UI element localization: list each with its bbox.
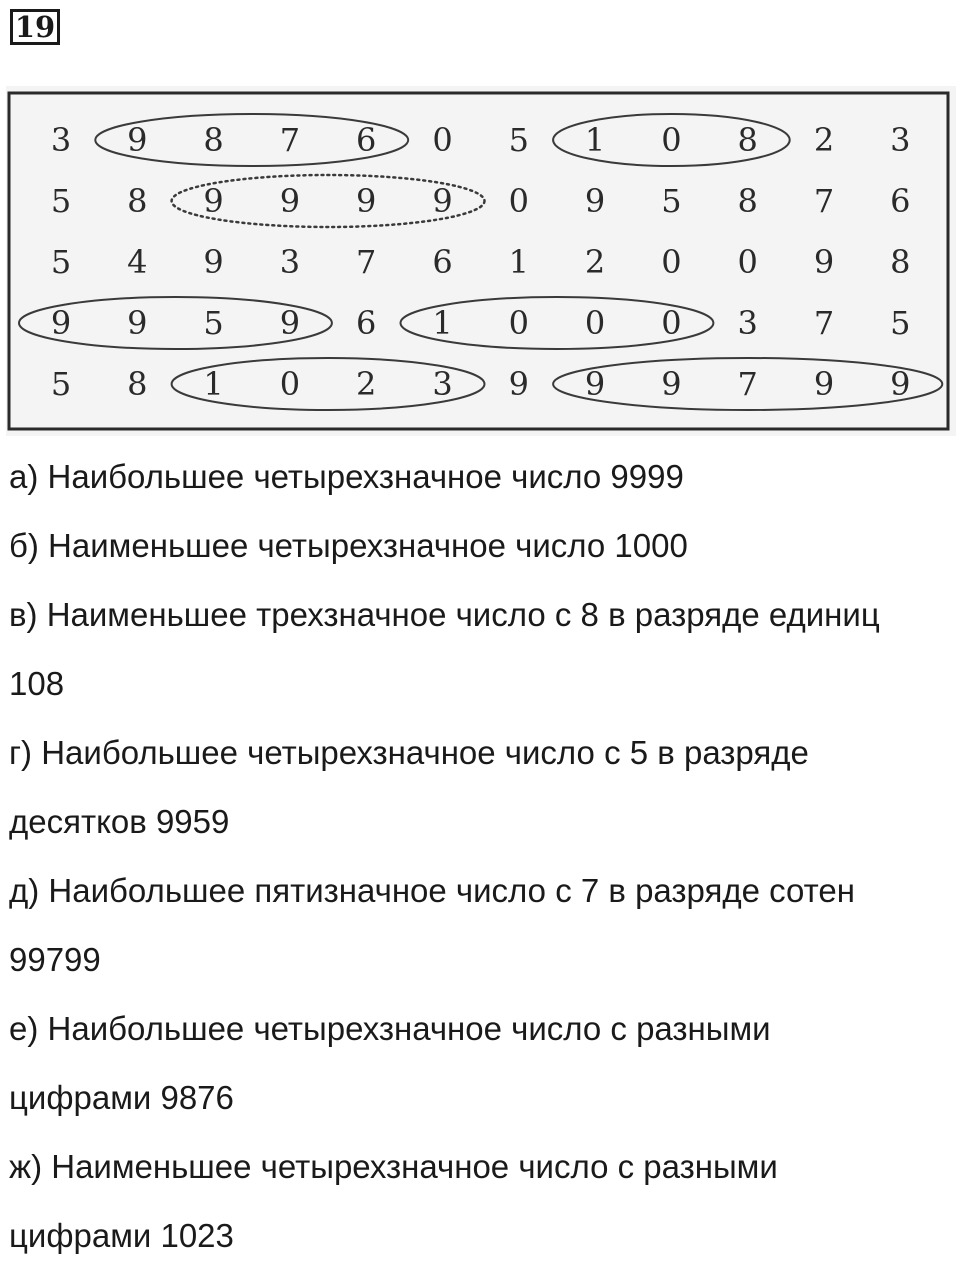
- grid-digit: 9: [584, 182, 606, 220]
- answer-d-value: 99799: [9, 941, 101, 978]
- grid-digit: 8: [737, 182, 758, 220]
- grid-digit: 3: [737, 304, 758, 342]
- grid-digit: 0: [584, 304, 606, 342]
- grid-digit: 6: [890, 182, 911, 220]
- grid-digit: 0: [508, 304, 529, 342]
- grid-digit: 9: [813, 365, 835, 403]
- grid-digit: 1: [203, 365, 224, 403]
- grid-digit: 5: [661, 182, 682, 220]
- grid-digit: 5: [890, 304, 911, 342]
- grid-digit: 9: [279, 304, 301, 342]
- digit-grid: [6, 86, 956, 436]
- grid-digit: 6: [356, 121, 377, 159]
- grid-digit: 5: [50, 182, 72, 220]
- grid-digit: 3: [890, 121, 911, 159]
- grid-digit: 9: [127, 121, 148, 159]
- answer-list: [9, 446, 954, 1274]
- answer-v-value: 108: [9, 665, 65, 702]
- grid-digit: 0: [432, 121, 453, 159]
- grid-digit: 1: [584, 121, 606, 159]
- digit-grid-svg: [6, 86, 956, 436]
- answer-e: е) Наибольшее четырехзначное число с разными: [9, 1010, 771, 1047]
- answer-a: а) Наибольшее четырехзначное число 9999: [9, 458, 684, 495]
- grid-digit: 9: [50, 304, 72, 342]
- grid-digit: 0: [508, 182, 529, 220]
- grid-digit: 9: [356, 182, 377, 220]
- grid-digit: 9: [584, 365, 606, 403]
- grid-digit: 7: [356, 243, 377, 281]
- grid-digit: 9: [661, 365, 682, 403]
- grid-digit: 7: [813, 182, 835, 220]
- grid-digit: 0: [661, 304, 682, 342]
- answer-zh-value: цифрами 1023: [9, 1217, 234, 1254]
- grid-digit: 2: [356, 365, 377, 403]
- grid-digit: 0: [661, 243, 682, 281]
- grid-digit: 9: [432, 182, 453, 220]
- grid-digit: 0: [279, 365, 301, 403]
- grid-digit: 6: [356, 304, 377, 342]
- grid-digit: 2: [813, 121, 835, 159]
- grid-frame-border: [9, 93, 948, 429]
- grid-digit: 1: [508, 243, 529, 281]
- answer-b: б) Наименьшее четырехзначное число 1000: [9, 527, 688, 564]
- grid-digit: 9: [203, 243, 224, 281]
- grid-digit: 5: [50, 243, 72, 281]
- grid-digit: 6: [432, 243, 453, 281]
- grid-digit: 7: [737, 365, 758, 403]
- grid-digit: 8: [203, 121, 224, 159]
- grid-digit: 9: [890, 365, 911, 403]
- grid-digit: 0: [661, 121, 682, 159]
- grid-digit: 0: [737, 243, 758, 281]
- grid-digit: 3: [50, 121, 72, 159]
- grid-digit: 4: [127, 243, 148, 281]
- grid-digit: 3: [279, 243, 301, 281]
- answer-g-value: десятков 9959: [9, 803, 230, 840]
- grid-digit: 8: [890, 243, 911, 281]
- grid-digit: 9: [127, 304, 148, 342]
- grid-digit: 9: [813, 243, 835, 281]
- grid-digit: 7: [279, 121, 301, 159]
- grid-digit: 1: [432, 304, 453, 342]
- grid-digit: 3: [432, 365, 453, 403]
- answer-g: г) Наибольшее четырехзначное число с 5 в разряде: [9, 734, 809, 771]
- grid-digit: 5: [203, 304, 224, 342]
- answer-zh: ж) Наименьшее четырехзначное число с разными: [9, 1148, 778, 1185]
- grid-digit: 9: [279, 182, 301, 220]
- grid-digit: 5: [508, 121, 529, 159]
- grid-digit: 2: [584, 243, 606, 281]
- grid-digit: 9: [508, 365, 529, 403]
- grid-digit: 7: [813, 304, 835, 342]
- grid-digit: 5: [50, 365, 72, 403]
- answer-e-value: цифрами 9876: [9, 1079, 234, 1116]
- grid-digit: 8: [737, 121, 758, 159]
- grid-digit: 8: [127, 182, 148, 220]
- grid-digit: 9: [203, 182, 224, 220]
- answer-v: в) Наименьшее трехзначное число с 8 в разряде единиц: [9, 596, 880, 633]
- grid-digit: 8: [127, 365, 148, 403]
- answer-d: д) Наибольшее пятизначное число с 7 в разряде сотен: [9, 872, 855, 909]
- exercise-number: 19: [10, 9, 60, 45]
